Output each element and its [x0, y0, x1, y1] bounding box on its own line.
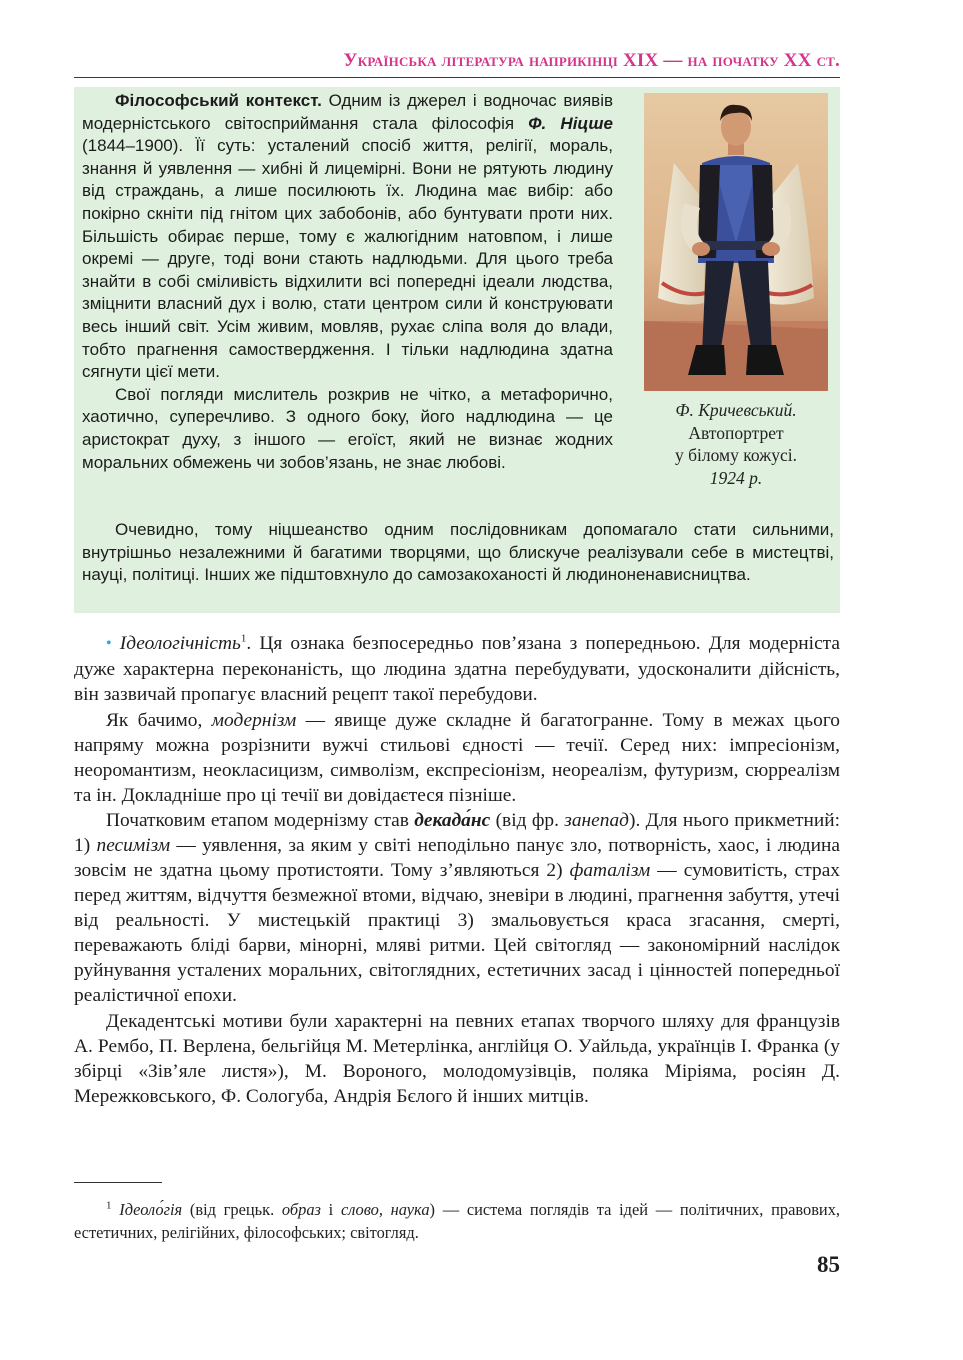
term-modernism: модернізм [211, 709, 297, 731]
context-text-column [82, 90, 613, 474]
painting-caption [638, 399, 834, 489]
context-paragraph-3: Очевидно, тому ніцшеанство одним послідовникам допомагало стати сильними, внутрішньо незалежними й багатими творцями, що блискуче реалізували себе в мистецтві, науці, політиці. Інших же підштовхнуло до самозакоханості й людиноненависництва. [82, 520, 834, 585]
term-decadence: декада́нс [414, 810, 491, 831]
caption-title-line-1: Автопортрет [688, 422, 784, 443]
main-text [74, 631, 840, 1109]
term-pessimism: песимізм [96, 835, 171, 856]
term-fatalism: фаталізм [569, 860, 651, 881]
footnote-term: Ідеоло́гія [119, 1200, 183, 1219]
footnote-divider [74, 1182, 162, 1183]
footnote-text: $^1$ Ідеоло́гія (від грецьк. образ і слово, наука) — система поглядів та ідей — політичних, правових, естетичних, релігійних, філософських; світогляд. [74, 1199, 840, 1242]
paragraph-decadent-motifs: Декадентські мотиви були характерні на певних етапах творчого шляху для французів А. Рембо, П. Верлена, бельгійця М. Метерлінка, англійця О. Уайльда, українців І. Франка (у збірці «Зів’яле листя»), М. Вороного, молодомузівців, поляка Міріяма, росіян Д. Мережковського, Ф. Сологуба, Андрія Бєлого й інших митців. [74, 1010, 840, 1107]
caption-title-line-2: у білому кожусі. [674, 445, 797, 466]
footnote-ref: 1 [240, 632, 247, 645]
running-header [74, 48, 840, 78]
paragraph-decadence: Початковим етапом модернізму став декада́нс (від фр. занепад). Для нього прикметний: 1) песимізм — уявлення, за яким у світі неподільно панує зло, потворність, хаос, і людина зовсім не здатна цьому протистояти. Тому з’являються 2) фаталізм — сумовитість, страх перед життям, відчуття безмежної втоми, відчаю, зневіри в людині, прагнення забуття, утечі від реальності. У мистецькій практиці 3) змальовується краса згасання, смерті, переважають бліді барви, мінорні, мляві ритми. Цей світогляд — закономірний наслідок руйнування усталених моральних, світоглядних, естетичних засад і цінностей попередньої реалістичної епохи. [74, 810, 840, 1006]
self-portrait-painting [644, 93, 828, 391]
bullet-icon: • [106, 635, 112, 652]
philosopher-name: Ф. Ніцше [528, 113, 613, 133]
footnote-marker: 1 [106, 1199, 112, 1212]
context-lead: Філософський контекст. [115, 91, 322, 110]
page-number: 85 [817, 1252, 840, 1277]
term-ideology: Ідеологічність [119, 633, 241, 654]
context-paragraph-1: Філософський контекст. Одним із джерел і водночас виявів модерністського світосприймання стала філософія Ф. Ніцше (1844–1900). Її суть: усталений спосіб життя, релігії, мораль, знання й уявлення — хибні й лицемірні. Вони не рятують людину від страждань, а лише посилюють їх. Людина має вибір: або покірно скніти під гнітом цих забобонів, або бунтувати проти них. Більшість обирає перше, тому є жалюгідним натовпом, і лише окремі — друге, тоді вони стають надлюдьми. Для цього треба знайти в собі сміливість відхилити всі попередні ідеали людства, зміцнити власний дух і волю, стати центром сили й конструювати весь інший світ. Усім живим, мовляв, рухає сліпа воля до влади, тобто прагнення самоствердження. І тільки надлюдина здатна сягнути цієї мети. [82, 91, 613, 382]
paragraph-modernism: Як бачимо, модернізм — явище дуже складне й багатогранне. Тому в межах цього напряму можна розрізнити вужчі стильові єдності — течії. Серед них: імпресіонізм, неоромантизм, неокласицизм, символізм, експресіонізм, неореалізм, футуризм, сюрреалізм та ін. Докладніше про ці течії ви довідаєтеся пізніше. [74, 709, 840, 806]
footnote [74, 1198, 840, 1244]
caption-author: Ф. Кричевський. [675, 400, 797, 420]
context-paragraph-2: Свої погляди мислитель розкрив не чітко, а метафорично, хаотично, суперечливо. З одного боку, його надлюдина — це аристократ духу, з іншого — егоїст, який не визнає жодних моральних обмежень чи зобов’язань, не знає любові. [82, 384, 613, 472]
running-header-title: Українська література наприкінці XIX — на початку XX ст. [343, 50, 840, 71]
context-sidebar-box [74, 87, 840, 613]
term-decline: занепад [564, 810, 629, 831]
caption-year: 1924 р. [709, 467, 763, 488]
paragraph-ideology: • Ідеологічність$^1$. Ця ознака безпосередньо пов’язана з попередньою. Для модерніста дуже характерна переконаність, що людина здатна перебудувати, удосконалити дійсність, він зазвичай пропагує власний рецепт такої перебудови. [74, 632, 840, 705]
